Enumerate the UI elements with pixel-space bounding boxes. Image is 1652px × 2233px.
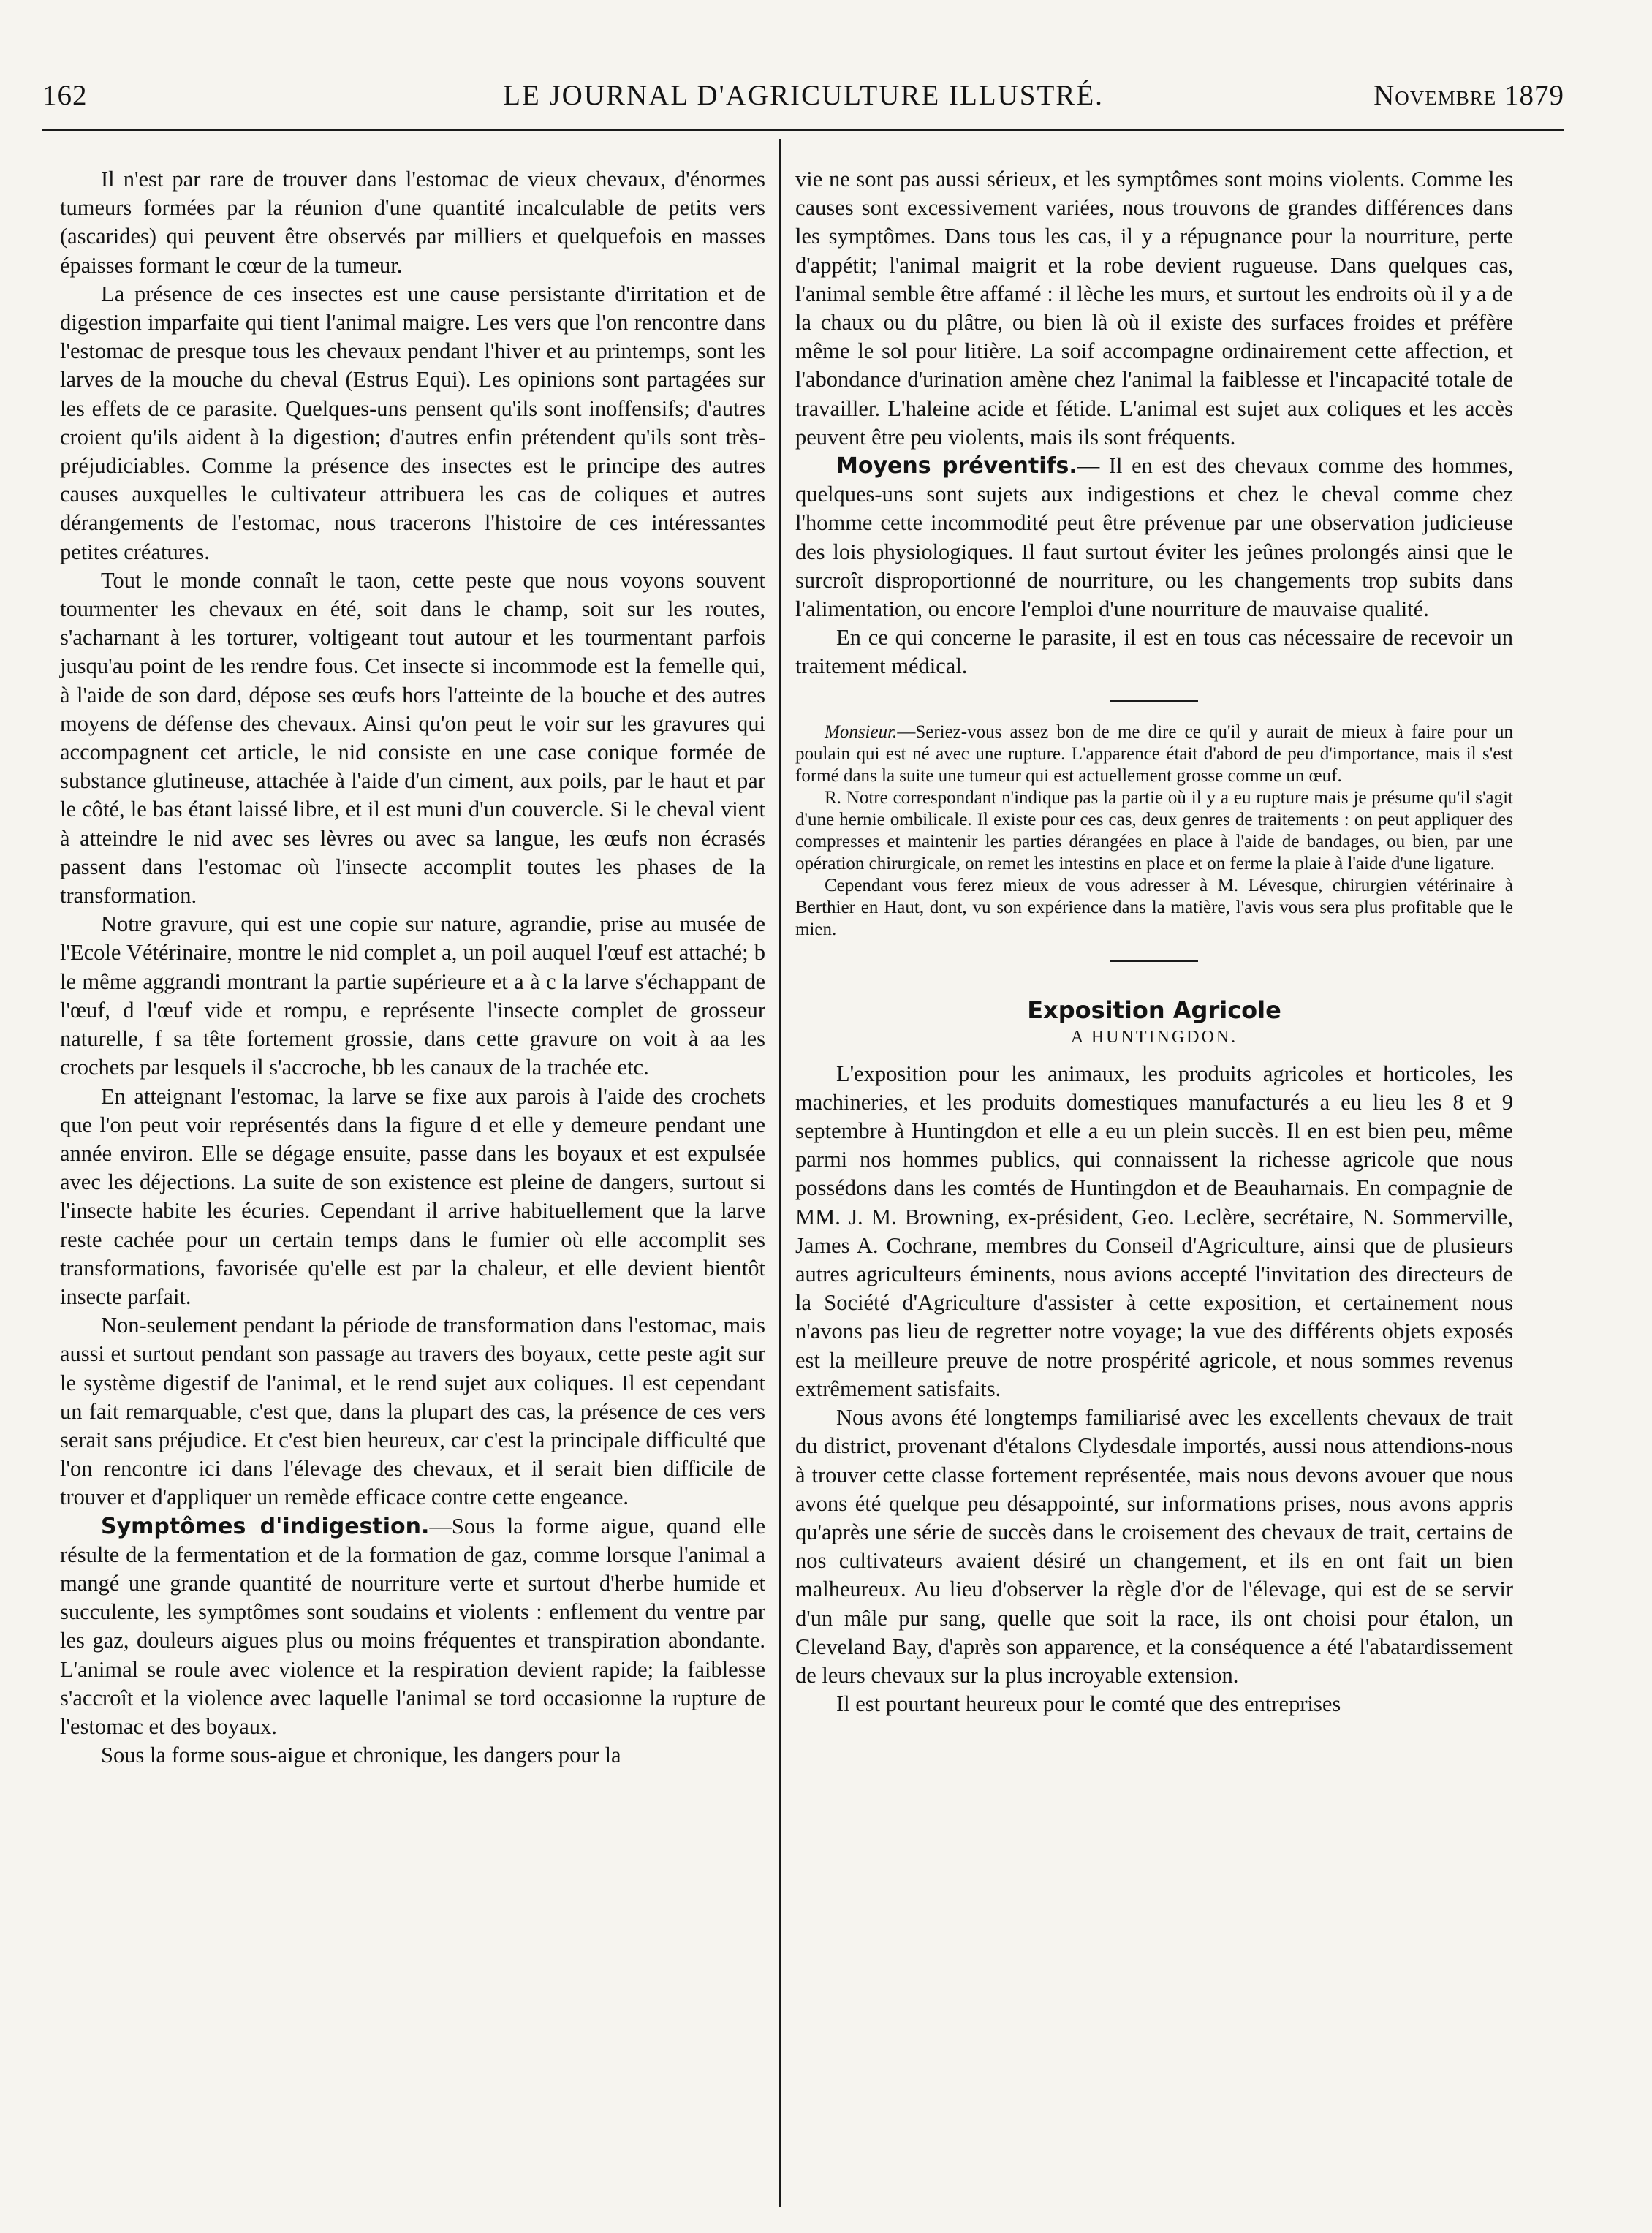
issue-date: Novembre 1879: [1373, 80, 1564, 111]
answer: R. Notre correspondant n'indique pas la partie où il y a eu rupture mais je présume qu'il s'agit d'une hernie ombilicale. Il existe pour ces cas, deux genres de traitements : on peut appliquer des compresses et maintenir les parties dérangées en place à l'aide de bandages, ou bien, par une opération chirurgicale, on remet les intestins en place et on ferme la plaie à l'aide d'une ligature.: [795, 787, 1513, 873]
left-column: [60, 165, 765, 1770]
subheading-moyens: Moyens préventifs.: [836, 453, 1077, 479]
paragraph: En atteignant l'estomac, la larve se fixe aux parois à l'aide des crochets que l'on peut voir représentés dans la figure d et elle y demeure pendant une année environ. Elle se dégage ensuite, passe dans les boyaux et est expulsée avec les déjections. La suite de son existence est pleine de dangers, surtout si l'insecte habite les écuries. Cependant il arrive habituellement que la larve reste cachée pour un certain temps dans le fumier où elle accomplit ses transformations, favorisée qu'elle est par la chaleur, et elle devient bientôt insecte parfait.: [60, 1083, 765, 1309]
paragraph: Nous avons été longtemps familiarisé avec les excellents chevaux de trait du district, provenant d'étalons Clydesdale importés, aussi nous attendions-nous à trouver cette classe fortement représentée, mais nous devons avouer que nous avons été quelque peu désappointé, sur informations prises, nous avons appris qu'après une série de succès dans le croisement des chevaux de trait, certains de nos cultivateurs avaient désiré un changement, et ils en ont fait un bien malheureux. Au lieu d'observer la règle d'or de l'élevage, qui est de se servir d'un mâle pur sang, quelle que soit la race, ils ont choisi pour étalon, un Cleveland Bay, d'après son apparence, et la conséquence a été l'abatardissement de leurs chevaux sur la plus incroyable extension.: [795, 1405, 1513, 1688]
article-title: Exposition Agricole: [1027, 996, 1281, 1024]
paragraph-text: — Il en est des chevaux comme des hommes, quelques-uns sont sujets aux indigestions et chez le cheval comme chez l'homme cette incommodité peut être prévenue par une observation judicieuse des lois physiologiques. Il faut surtout éviter les jeûnes prolongés ainsi que le surcroît disproportionné de nourriture, ou les changements trop subits dans l'alimentation, ou encore l'emploi d'une nourriture de mauvaise qualité.: [795, 453, 1513, 622]
right-column: [795, 165, 1513, 1718]
paragraph: Il n'est par rare de trouver dans l'estomac de vieux chevaux, d'énormes tumeurs formées par la réunion d'une quantité incalculable de petits vers (ascarides) qui peuvent être observés par milliers et quelquefois en masses épaisses formant le cœur de la tumeur.: [60, 167, 765, 278]
page-header: [42, 79, 1564, 123]
header-rule: [42, 129, 1564, 131]
paragraph: Sous la forme sous-aigue et chronique, les dangers pour la: [101, 1743, 621, 1768]
paragraph: [795, 452, 1513, 623]
subheading-symptomes: Symptômes d'indigestion.: [101, 1513, 430, 1539]
page-number: 162: [42, 80, 88, 111]
paragraph: Il est pourtant heureux pour le comté que des entreprises: [836, 1691, 1341, 1717]
paragraph: L'exposition pour les animaux, les produits agricoles et horticoles, les machineries, et les produits domestiques manufacturés a eu lieu les 8 et 9 septembre à Huntingdon et elle a eu un plein succès. Il en est bien peu, même parmi nos hommes publics, qui connaissent la richesse agricole que nous possédons dans les comtés de Huntingdon et de Beauharnais. En compagnie de MM. J. M. Browning, ex-président, Geo. Leclère, secrétaire, N. Sommerville, James A. Cochrane, membres du Conseil d'Agriculture, ainsi que de plusieurs autres agriculteurs éminents, nous avions accepté l'invitation des directeurs de la Société d'Agriculture d'assister à cette exposition, et certainement nous n'avons pas lieu de regretter notre voyage; la vue des différents objets exposés est la meilleure preuve de notre prospérité agricole, et nous sommes revenus extrêmement satisfaits.: [795, 1061, 1513, 1401]
question: [795, 721, 1513, 787]
article-subtitle: A HUNTINGDON.: [1070, 1027, 1238, 1047]
paragraph-text: —Sous la forme aigue, quand elle résulte de la fermentation et de la formation de gaz, comme lorsque l'animal a mangé une grande quantité de nourriture verte et surtout d'herbe humide et succulente, les symptômes sont soudains et violents : enflement du ventre par les gaz, douleurs aigues plus ou moins fréquentes et transpiration abondante. L'animal se roule avec violence et la respiration devient rapide; la faiblesse s'accroît et la violence avec laquelle l'animal se tord occasionne la rupture de l'estomac et des boyaux.: [60, 1513, 766, 1739]
paragraph: En ce qui concerne le parasite, il est en tous cas nécessaire de recevoir un traitement médical.: [795, 625, 1513, 679]
paragraph: Non-seulement pendant la période de transformation dans l'estomac, mais aussi et surtout pendant son passage au travers des boyaux, cette peste agit sur le système digestif de l'animal, et le rend sujet aux coliques. Il est cependant un fait remarquable, c'est que, dans la plupart des cas, la présence de ces vers serait sans préjudice. Et c'est bien heureux, car c'est la principale difficulté que l'on rencontre ici dans l'élevage des chevaux, et il serait bien difficile de trouver et d'appliquer un remède efficace contre cette engeance.: [60, 1313, 765, 1510]
column-divider: [779, 139, 781, 2207]
paragraph: [60, 1512, 765, 1742]
section-separator: [1110, 960, 1198, 962]
paragraph: La présence de ces insectes est une cause persistante d'irritation et de digestion imparfaite qui tient l'animal maigre. Les vers que l'on rencontre dans l'estomac de presque tous les chevaux pendant l'hiver et au printemps, sont les larves de la mouche du cheval (Estrus Equi). Les opinions sont partagées sur les effets de ce parasite. Quelques-uns pensent qu'ils sont inoffensifs; d'autres croient qu'ils aident à la digestion; d'autres enfin prétendent qu'ils sont très-préjudiciables. Comme la présence des insectes est le principe des autres causes auxquelles le cultivateur attribuera les cas de coliques et autres dérangements de l'estomac, nous tracerons l'histoire de ces intéressantes petites créatures.: [60, 281, 765, 564]
answer: Cependant vous ferez mieux de vous adresser à M. Lévesque, chirurgien vétérinaire à Berthier en Haut, dont, vu son expérience dans la matière, l'avis vous sera plus profitable que le mien.: [795, 875, 1513, 939]
section-separator: [1110, 700, 1198, 702]
journal-title: LE JOURNAL D'AGRICULTURE ILLUSTRÉ.: [503, 80, 1104, 111]
question-text: —Seriez-vous assez bon de me dire ce qu'il y aurait de mieux à faire pour un poulain qui est né avec une rupture. L'apparence était d'abord de peu d'importance, mais il s'est formé dans la suite une tumeur qui est actuellement grosse comme un œuf.: [795, 721, 1513, 786]
paragraph: Tout le monde connaît le taon, cette peste que nous voyons souvent tourmenter les chevaux en été, soit dans le champ, soit sur les routes, s'acharnant à les torturer, voltigeant tout autour et les tourmentant parfois jusqu'au point de les rendre fous. Cet insecte si incommode est la femelle qui, à l'aide de son dard, dépose ses œufs hors l'atteinte de la bouche et des autres moyens de défense des chevaux. Ainsi qu'on peut le voir sur les gravures qui accompagnent cet article, le nid consiste en une case conique formée de substance glutineuse, attachée à l'aide d'un ciment, aux poils, par le haut et par le côté, le bas étant laissé libre, et il est muni d'un couvercle. Si le cheval vient à atteindre le nid avec ses lèvres ou avec sa langue, les œufs non écrasés passent dans l'estomac où l'insecte accomplit toutes les phases de la transformation.: [60, 567, 765, 909]
paragraph: Notre gravure, qui est une copie sur nature, agrandie, prise au musée de l'Ecole Vétérinaire, montre le nid complet a, un poil auquel l'œuf est attaché; b le même aggrandi montrant la partie supérieure et a à c la larve s'échappant de l'œuf, d l'œuf vide et rompu, e représente l'insecte complet de grosseur naturelle, f sa tête fortement grossie, dans cette gravure on voit à aa les crochets par lesquels il s'accroche, bb les canaux de la trachée etc.: [60, 911, 765, 1080]
paragraph: vie ne sont pas aussi sérieux, et les symptômes sont moins violents. Comme les causes sont excessivement variées, nous trouvons de grandes différences dans les symptômes. Dans tous les cas, il y a répugnance pour la nourriture, perte d'appétit; l'animal maigrit et la robe devient rugueuse. Dans quelques cas, l'animal semble être affamé : il lèche les murs, et surtout les endroits où il y a de la chaux ou du plâtre, ou bien là où il existe des surfaces froides et préfère même le sol pour litière. La soif accompagne ordinairement cette affection, et l'abondance d'urination amène chez l'animal la faiblesse et l'incapacité totale de travailler. L'haleine acide et fétide. L'animal est sujet aux coliques et les accès peuvent être peu violents, mais ils sont fréquents.: [795, 167, 1513, 450]
question-salutation: Monsieur.: [825, 721, 898, 742]
reader-question-section: [795, 721, 1513, 941]
